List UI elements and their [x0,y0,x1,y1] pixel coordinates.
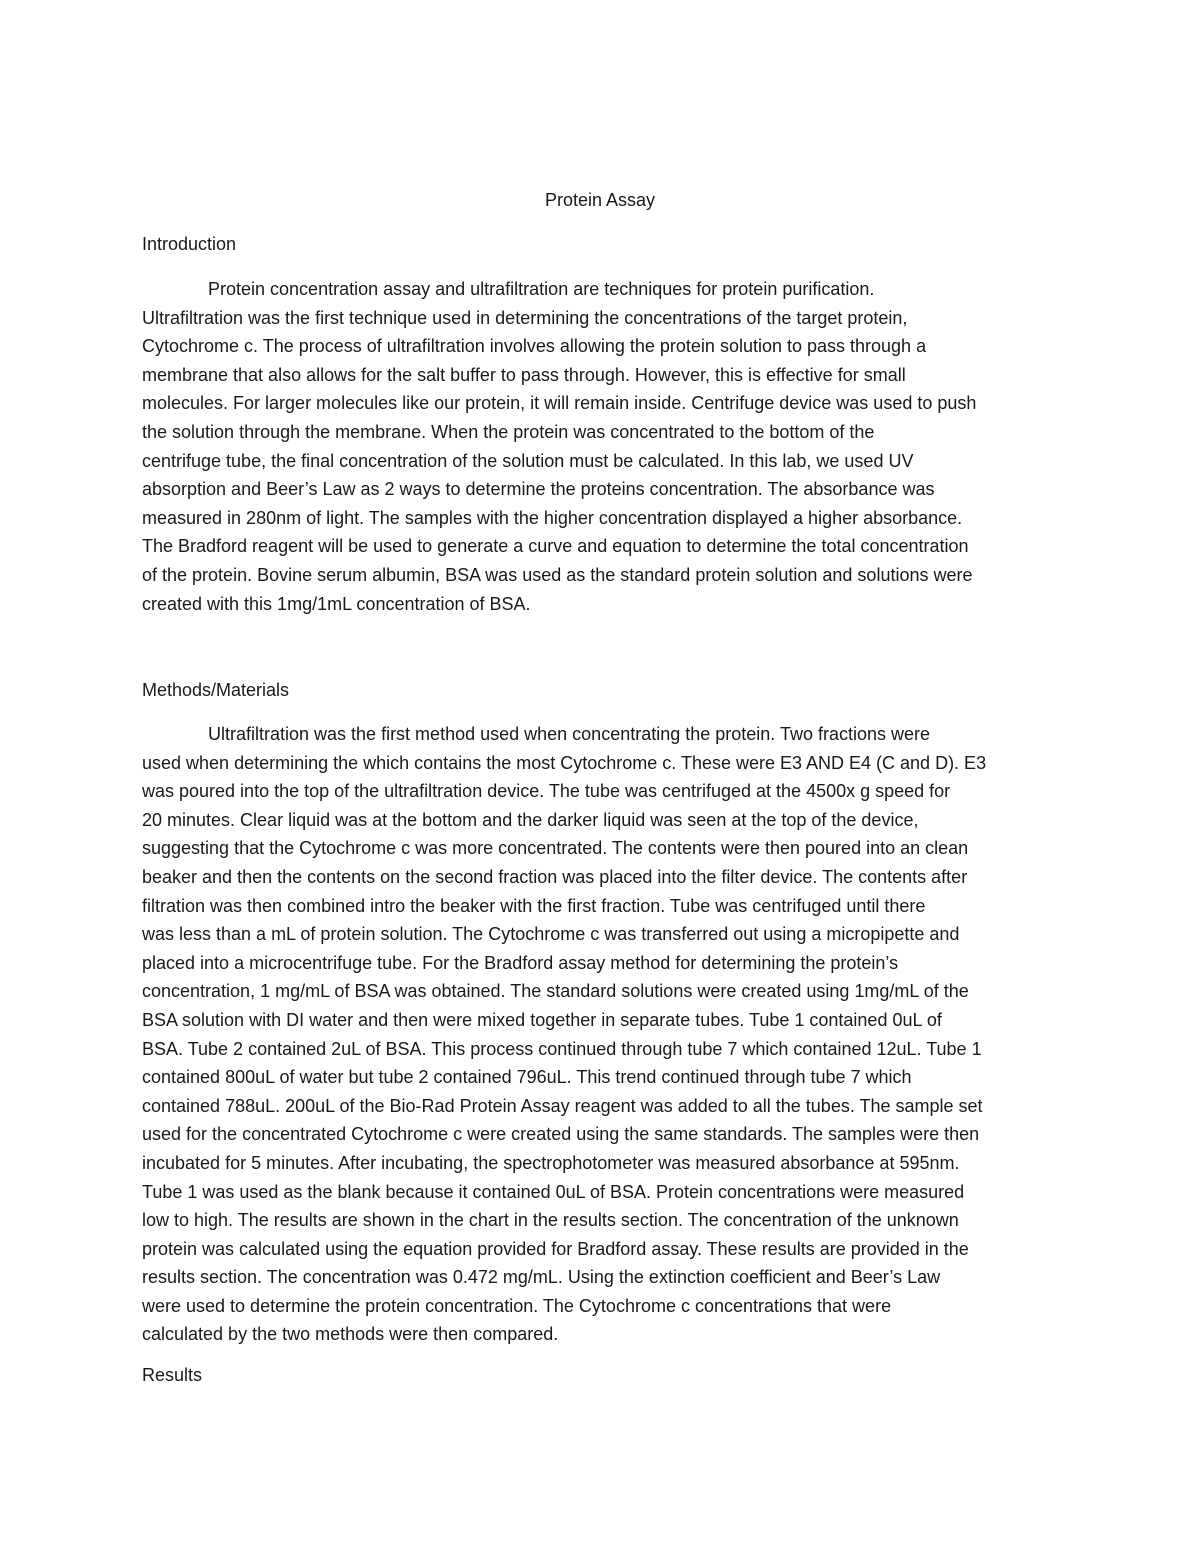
paragraph-line: contained 800uL of water but tube 2 contained 796uL. This trend continued through tube 7 which [142,1067,912,1088]
paragraph-line: filtration was then combined intro the beaker with the first fraction. Tube was centrifuged until there [142,895,926,916]
paragraph-line: Ultrafiltration was the first technique used in determining the concentrations of the target protein, [142,307,908,328]
paragraph-line: placed into a microcentrifuge tube. For the Bradford assay method for determining the protein’s [142,952,899,973]
paragraph-line: results section. The concentration was 0.472 mg/mL. Using the extinction coefficient and Beer’s Law [142,1267,941,1288]
paragraph-line: used for the concentrated Cytochrome c were created using the same standards. The samples were then [142,1124,980,1145]
paragraph-line: incubated for 5 minutes. After incubating, the spectrophotometer was measured absorbance at 595nm. [142,1152,960,1173]
paragraph-line: absorption and Beer’s Law as 2 ways to determine the proteins concentration. The absorbance was [142,479,935,500]
paragraph-line: contained 788uL. 200uL of the Bio-Rad Protein Assay reagent was added to all the tubes. The sample set [142,1095,983,1116]
paragraph-line: were used to determine the protein concentration. The Cytochrome c concentrations that were [142,1295,892,1316]
document-title: Protein Assay [544,190,656,210]
paragraph-line: protein was calculated using the equation provided for Bradford assay. These results are provided in the [142,1238,969,1259]
paragraph-line: BSA solution with DI water and then were mixed together in separate tubes. Tube 1 contained 0uL of [142,1009,942,1030]
paragraph-line: measured in 280nm of light. The samples with the higher concentration displayed a higher absorbance. [142,507,963,528]
paragraph-line: suggesting that the Cytochrome c was more concentrated. The contents were then poured into an clean [142,838,969,859]
section-heading-methods: Methods/Materials [142,680,290,700]
paragraph-line: calculated by the two methods were then compared. [142,1324,559,1345]
paragraph-line: low to high. The results are shown in the chart in the results section. The concentration of the unknown [142,1210,959,1231]
paragraph-line: Protein concentration assay and ultrafiltration are techniques for protein purification. [208,279,875,299]
paragraph-line: Ultrafiltration was the first method used when concentrating the protein. Two fractions were [208,724,931,744]
paragraph-line: BSA. Tube 2 contained 2uL of BSA. This process continued through tube 7 which contained 12uL. Tube 1 [142,1038,982,1059]
section-heading-results: Results [142,1365,203,1385]
paragraph-line: centrifuge tube, the final concentration of the solution must be calculated. In this lab, we used UV [142,450,914,471]
paragraph-line: beaker and then the contents on the second fraction was placed into the filter device. The contents after [142,866,968,887]
paragraph-line: was less than a mL of protein solution. The Cytochrome c was transferred out using a micropipette and [142,924,960,945]
paragraph-line: The Bradford reagent will be used to generate a curve and equation to determine the total concentration [142,536,969,557]
paragraph-line: Cytochrome c. The process of ultrafiltration involves allowing the protein solution to pass through a [142,336,927,357]
paragraph-line: used when determining the which contains the most Cytochrome c. These were E3 AND E4 (C and D). E3 [142,752,987,773]
introduction-paragraph [142,275,1057,618]
paragraph-line: membrane that also allows for the salt buffer to pass through. However, this is effective for small [142,364,906,385]
paragraph-line: the solution through the membrane. When the protein was concentrated to the bottom of the [142,421,875,442]
paragraph-line: created with this 1mg/1mL concentration of BSA. [142,593,531,614]
methods-paragraph [142,720,1057,1349]
section-heading-introduction: Introduction [142,234,237,254]
paragraph-line: of the protein. Bovine serum albumin, BSA was used as the standard protein solution and solutions were [142,564,973,585]
paragraph-line: molecules. For larger molecules like our protein, it will remain inside. Centrifuge device was used to push [142,393,977,414]
paragraph-line: Tube 1 was used as the blank because it contained 0uL of BSA. Protein concentrations were measured [142,1181,965,1202]
paragraph-line: 20 minutes. Clear liquid was at the bottom and the darker liquid was seen at the top of the device, [142,809,919,830]
paragraph-line: was poured into the top of the ultrafiltration device. The tube was centrifuged at the 4500x g speed for [142,781,951,802]
paragraph-line: concentration, 1 mg/mL of BSA was obtained. The standard solutions were created using 1mg/mL of the [142,981,969,1002]
